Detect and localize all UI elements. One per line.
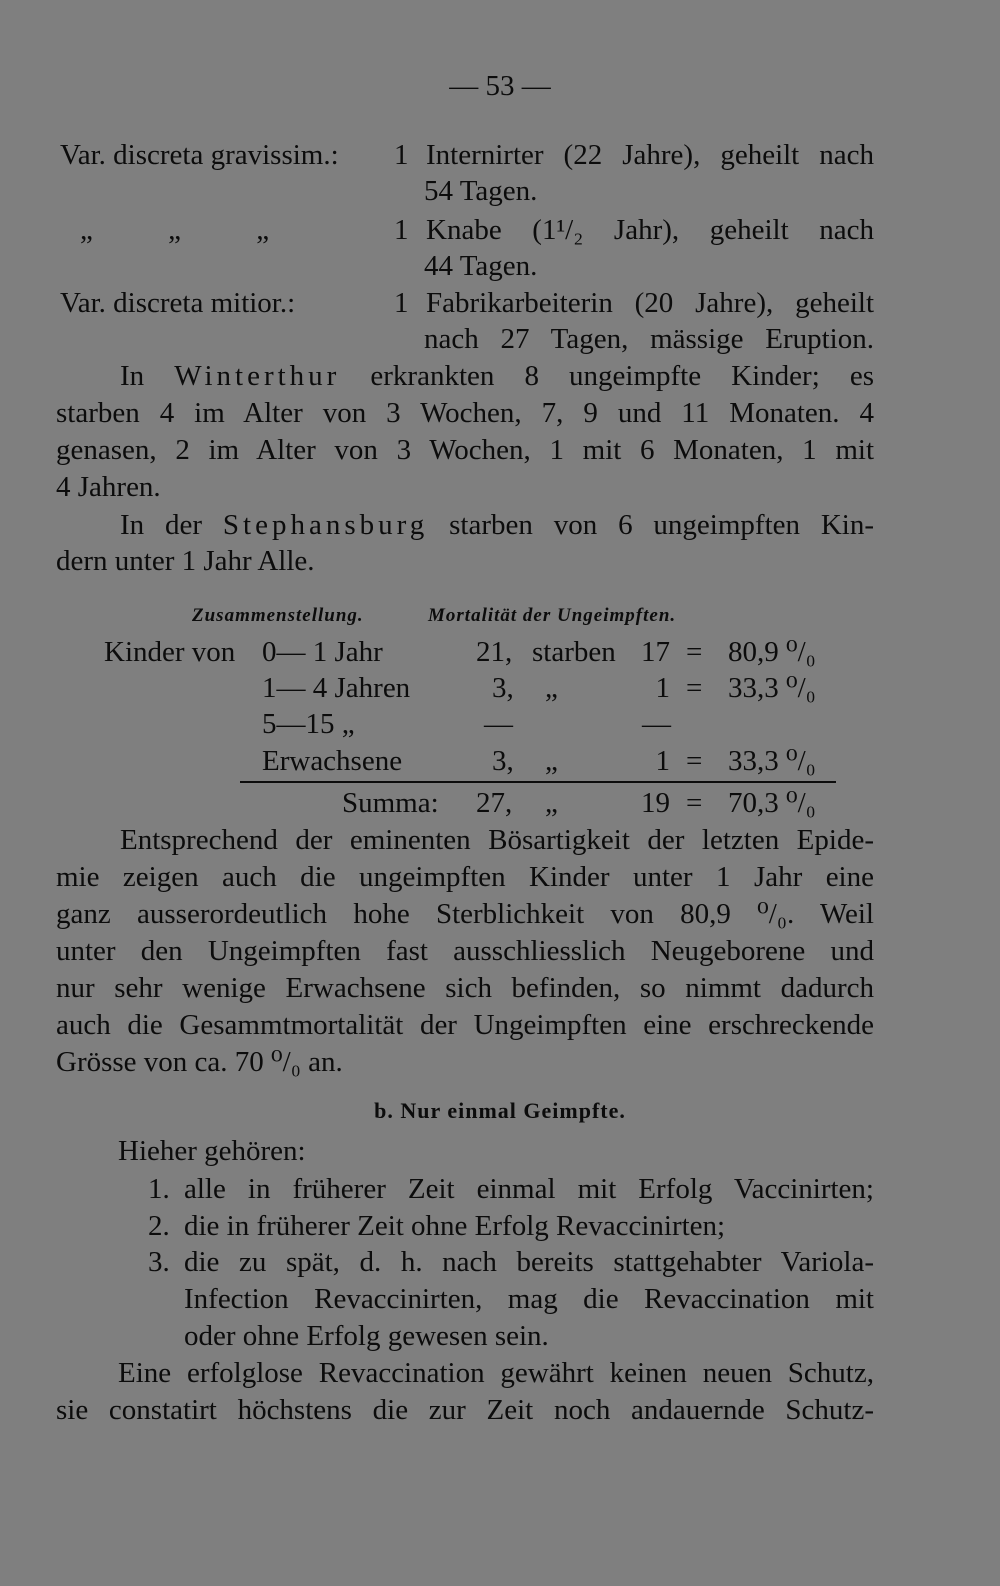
paragraph-line: unter den Ungeimpften fast ausschliesslich Neugeborene und	[56, 935, 874, 967]
paragraph-line: Grösse von ca. 70 ⁰/₀ an.	[56, 1046, 343, 1078]
case-text: 54 Tagen.	[424, 175, 538, 207]
paragraph-line: 4 Jahren.	[56, 471, 161, 503]
total-count: 3,	[492, 745, 514, 777]
list-text: die in früherer Zeit ohne Erfolg Revaccinirten;	[184, 1210, 726, 1242]
case-text: Internirter (22 Jahre), geheilt nach	[426, 139, 874, 171]
paragraph-line: genasen, 2 im Alter von 3 Wochen, 1 mit 6 Monaten, 1 mit	[56, 434, 874, 466]
total-count: 3,	[492, 672, 514, 704]
equals-sign: =	[686, 636, 703, 668]
table-caption-right: Mortalität der Ungeimpften.	[428, 605, 677, 626]
page-number: — 53 —	[449, 70, 551, 102]
paragraph-line: mie zeigen auch die ungeimpften Kinder unter 1 Jahr eine	[56, 861, 874, 893]
case-text: nach 27 Tagen, mässige Eruption.	[424, 323, 874, 355]
ditto-mark: „	[545, 672, 558, 704]
text-intro: In	[120, 360, 145, 392]
total-count: 27,	[476, 787, 513, 819]
ditto-mark: „	[545, 787, 558, 819]
row-prefix: Kinder von	[104, 636, 236, 668]
ditto-marks: „ „ „	[80, 214, 270, 246]
case-label: Var. discreta gravissim.:	[60, 139, 339, 171]
died-count: 1	[655, 672, 670, 704]
section-heading: b. Nur einmal Geimpfte.	[374, 1098, 626, 1123]
died-count: 19	[641, 787, 670, 819]
case-count: 1	[394, 139, 409, 171]
text-rest: starben von 6 ungeimpften Kin-	[449, 509, 875, 541]
list-text: die zu spät, d. h. nach bereits stattgehabter Variola-	[184, 1246, 874, 1278]
age-group: 5—15 „	[262, 708, 355, 740]
paragraph-line: sie constatirt höchstens die zur Zeit noch andauernde Schutz-	[56, 1394, 874, 1426]
list-text: Infection Revaccinirten, mag die Revaccination mit	[184, 1283, 874, 1315]
total-count: —	[484, 708, 513, 740]
text-rest: erkrankten 8 ungeimpfte Kinder; es	[370, 360, 874, 392]
text-intro: In der	[120, 509, 203, 541]
list-text: oder ohne Erfolg gewesen sein.	[184, 1320, 549, 1352]
case-count: 1	[394, 287, 409, 319]
place-name: Winterthur	[174, 360, 341, 392]
died-count: —	[642, 708, 671, 740]
list-number: 2.	[148, 1210, 170, 1242]
list-text: alle in früherer Zeit einmal mit Erfolg Vaccinirten;	[184, 1173, 874, 1205]
died-count: 1	[655, 745, 670, 777]
paragraph-line: auch die Gesammtmortalität der Ungeimpften eine erschreckende	[56, 1009, 874, 1041]
case-count: 1	[394, 214, 409, 246]
died-verb: starben	[532, 636, 616, 668]
percentage: 70,3 ⁰/₀	[728, 787, 816, 819]
case-text: 44 Tagen.	[424, 250, 538, 282]
case-label: Var. discreta mitior.:	[60, 287, 296, 319]
died-count: 17	[641, 636, 670, 668]
list-number: 1.	[148, 1173, 170, 1205]
list-intro: Hieher gehören:	[118, 1135, 306, 1167]
age-group: 1— 4 Jahren	[262, 672, 411, 704]
percentage: 33,3 ⁰/₀	[728, 672, 816, 704]
paragraph-line	[120, 358, 874, 395]
ditto-mark: „	[545, 745, 558, 777]
place-name: Stephansburg	[222, 509, 429, 541]
paragraph-line: dern unter 1 Jahr Alle.	[56, 545, 315, 577]
paragraph-line	[120, 507, 874, 544]
case-text: Knabe (1¹/₂ Jahr), geheilt nach	[426, 214, 874, 246]
table-caption-left: Zusammenstellung.	[192, 605, 364, 626]
percentage: 80,9 ⁰/₀	[728, 636, 816, 668]
percentage: 33,3 ⁰/₀	[728, 745, 816, 777]
equals-sign: =	[686, 745, 703, 777]
paragraph-line: Entsprechend der eminenten Bösartigkeit der letzten Epide-	[120, 824, 874, 856]
paragraph-line: ganz ausserordeutlich hohe Sterblichkeit von 80,9 ⁰/₀. Weil	[56, 898, 874, 930]
age-group: 0— 1 Jahr	[262, 636, 383, 668]
sum-rule	[240, 781, 836, 783]
paragraph-line: starben 4 im Alter von 3 Wochen, 7, 9 und 11 Monaten. 4	[56, 397, 874, 429]
case-text: Fabrikarbeiterin (20 Jahre), geheilt	[426, 287, 874, 319]
equals-sign: =	[686, 787, 703, 819]
list-number: 3.	[148, 1246, 170, 1278]
equals-sign: =	[686, 672, 703, 704]
sum-label: Summa:	[342, 787, 439, 819]
total-count: 21,	[476, 636, 513, 668]
age-group: Erwachsene	[262, 745, 403, 777]
paragraph-line: Eine erfolglose Revaccination gewährt keinen neuen Schutz,	[118, 1357, 874, 1389]
paragraph-line: nur sehr wenige Erwachsene sich befinden, so nimmt dadurch	[56, 972, 874, 1004]
